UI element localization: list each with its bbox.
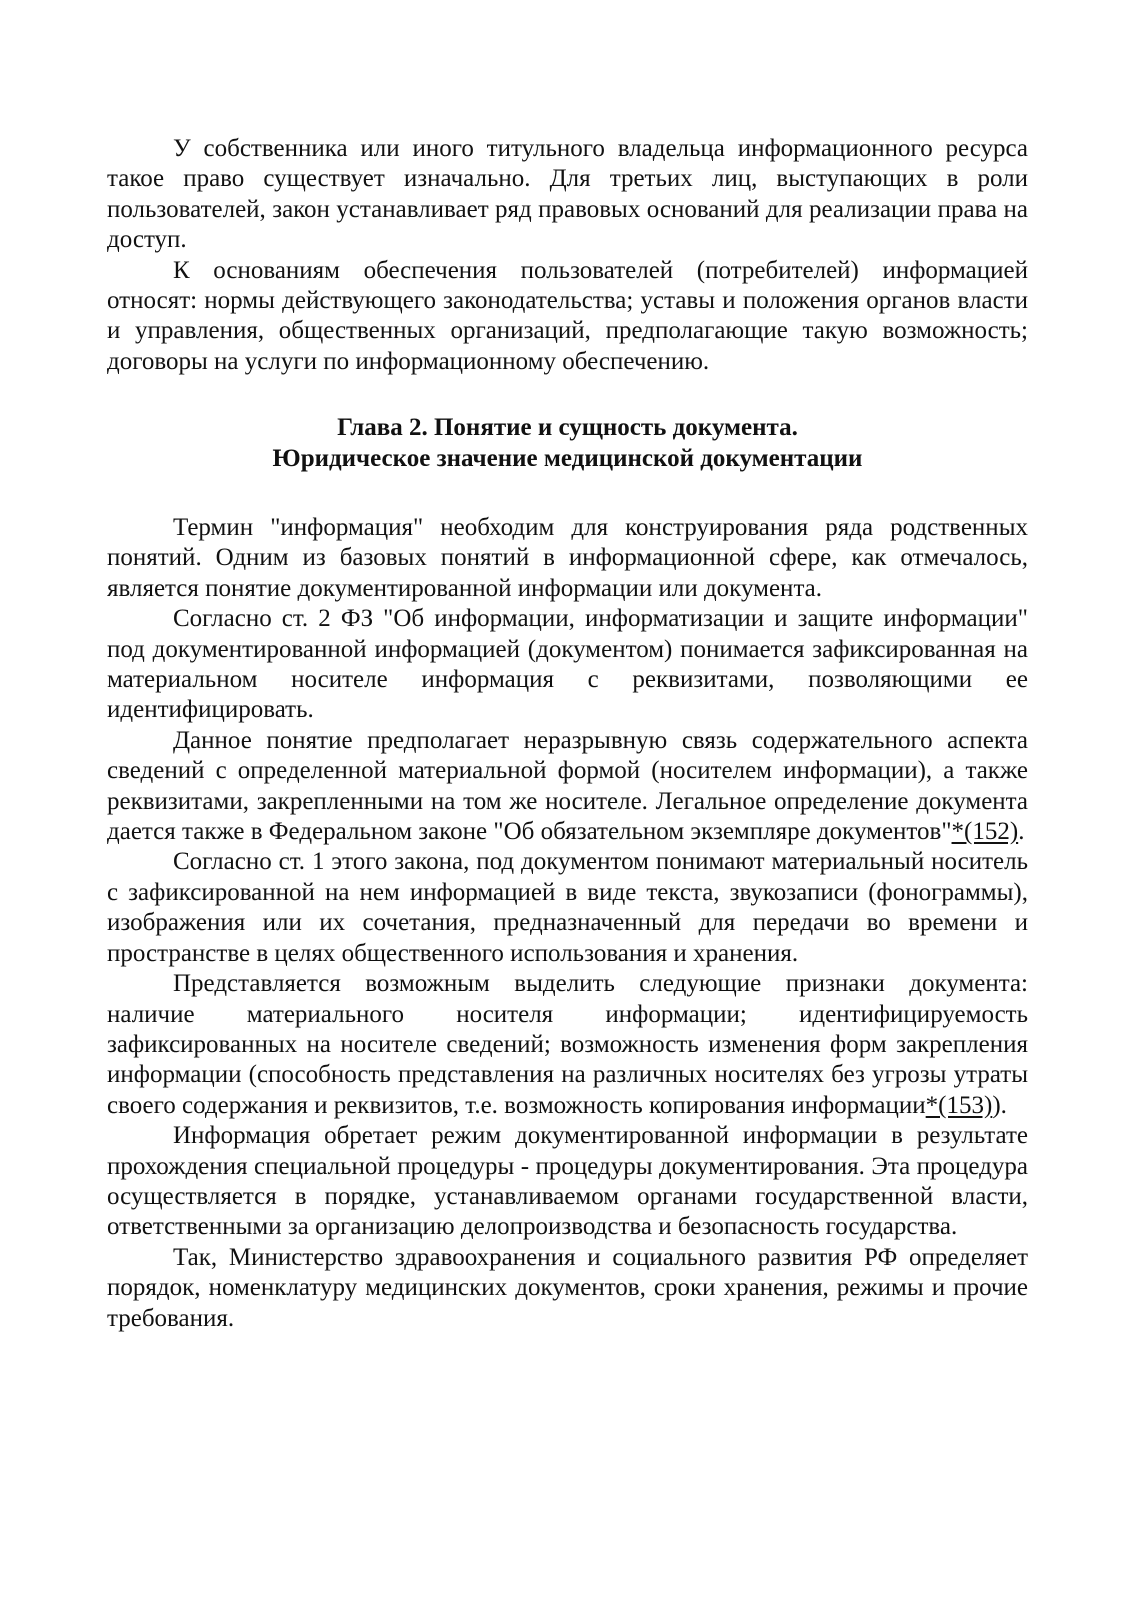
paragraph — [107, 726, 1028, 848]
paragraph-end: ). — [992, 1091, 1007, 1119]
chapter-heading — [107, 412, 1028, 474]
paragraph-text: Представляется возможным выделить следующие признаки документа: наличие материального носителя информации; идентифицируемость зафиксированных на носителе сведений; возможность изменения форм закрепления информации (способность представления на различных носителях без угрозы утраты своего содержания и реквизитов, т.е. возможность копирования информации — [107, 970, 1028, 1119]
footnote-link-153[interactable]: *(153) — [925, 1091, 993, 1119]
paragraph-end: . — [1018, 818, 1025, 846]
paragraph: Согласно ст. 1 этого закона, под документом понимают материальный носитель с зафиксированной на нем информацией в виде текста, звукозаписи (фонограммы), изображения или их сочетания, предназначенный для передачи во времени и пространстве в целях общественного использования и хранения. — [107, 848, 1028, 967]
paragraph: Согласно ст. 2 ФЗ "Об информации, информатизации и защите информации" под документированной информацией (документом) понимается зафиксированная на материальном носителе информация с реквизитами, позволяющими ее идентифицировать. — [107, 605, 1028, 724]
paragraph — [107, 969, 1028, 1121]
paragraph: К основаниям обеспечения пользователей (потребителей) информацией относят: нормы действующего законодательства; уставы и положения органов власти и управления, общественных организаций, предполагающие такую возможность; договоры на услуги по информационному обеспечению. — [107, 256, 1028, 375]
footnote-link-152[interactable]: *(152) — [951, 818, 1019, 846]
chapter-body — [107, 513, 1028, 1334]
paragraph: У собственника или иного титульного владельца информационного ресурса такое право существует изначально. Для третьих лиц, выступающих в роли пользователей, закон устанавливает ряд правовых оснований для реализации права на доступ. — [107, 135, 1028, 254]
heading-text — [107, 412, 1028, 474]
paragraph-text: Данное понятие предполагает неразрывную связь содержательного аспекта сведений с определенной материальной формой (носителем информации), а также реквизитами, закрепленными на том же носителе. Легальное определение документа дается также в Федеральном законе "Об обязательном экземпляре документов" — [107, 726, 1028, 846]
intro-section — [107, 134, 1028, 377]
heading-line-1: Глава 2. Понятие и сущность документа. — [337, 414, 798, 441]
paragraph: Так, Министерство здравоохранения и социального развития РФ определяет порядок, номенклатуру медицинских документов, сроки хранения, режимы и прочие требования. — [107, 1243, 1028, 1332]
heading-line-2: Юридическое значение медицинской документации — [272, 445, 863, 472]
paragraph: Информация обретает режим документированной информации в результате прохождения специальной процедуры - процедуры документирования. Эта процедура осуществляется в порядке, устанавливаемом органами государственной власти, ответственными за организацию делопроизводства и безопасность государства. — [107, 1122, 1028, 1241]
paragraph: Термин "информация" необходим для конструирования ряда родственных понятий. Одним из базовых понятий в информационной сфере, как отмечалось, является понятие документированной информации или документа. — [107, 514, 1028, 602]
